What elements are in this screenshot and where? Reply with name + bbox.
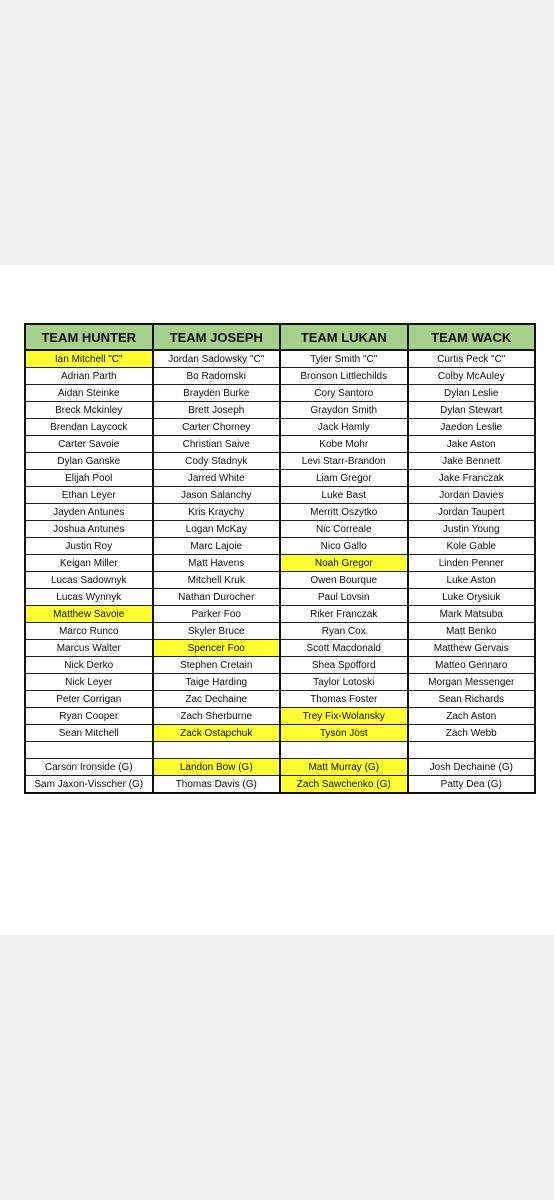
player-cell: Jordan Taupert (408, 504, 536, 521)
player-cell: Matthew Gervais (408, 640, 536, 657)
table-row (25, 538, 535, 555)
player-cell: Kris Kraychy (153, 504, 281, 521)
player-cell: Spencer Foo (153, 640, 281, 657)
player-cell: Marcus Walter (25, 640, 153, 657)
player-cell: Jordan Sadowsky "C" (153, 350, 281, 368)
table-row (25, 504, 535, 521)
player-cell: Luke Aston (408, 572, 536, 589)
empty-cell (25, 742, 153, 759)
player-cell: Cory Santoro (280, 385, 408, 402)
spacer-row (25, 742, 535, 759)
player-cell: Tyson Jost (280, 725, 408, 742)
player-cell: Adrian Parth (25, 368, 153, 385)
player-cell: Jarred White (153, 470, 281, 487)
table-row (25, 674, 535, 691)
player-cell: Breck Mckinley (25, 402, 153, 419)
player-cell: Nic Correale (280, 521, 408, 538)
header-team-lukan: TEAM LUKAN (280, 324, 408, 350)
player-cell: Shea Spofford (280, 657, 408, 674)
player-cell: Nico Gallo (280, 538, 408, 555)
team-roster-table (24, 323, 536, 794)
player-cell: Patty Dea (G) (408, 776, 536, 794)
player-cell: Sean Richards (408, 691, 536, 708)
player-cell: Bronson Littlechilds (280, 368, 408, 385)
player-cell: Owen Bourque (280, 572, 408, 589)
table-row (25, 453, 535, 470)
player-cell: Justin Young (408, 521, 536, 538)
table-row (25, 555, 535, 572)
player-cell: Mitchell Kruk (153, 572, 281, 589)
player-cell: Ethan Leyer (25, 487, 153, 504)
table-row (25, 623, 535, 640)
player-cell: Liam Gregor (280, 470, 408, 487)
player-cell: Mark Matsuba (408, 606, 536, 623)
player-cell: Taige Harding (153, 674, 281, 691)
player-cell: Jake Aston (408, 436, 536, 453)
table-row (25, 606, 535, 623)
player-cell: Jack Hamly (280, 419, 408, 436)
player-cell: Matt Benko (408, 623, 536, 640)
player-cell: Thomas Foster (280, 691, 408, 708)
player-cell: Dylan Stewart (408, 402, 536, 419)
table-row (25, 385, 535, 402)
player-cell: Zach Aston (408, 708, 536, 725)
player-cell: Zach Sawchenko (G) (280, 776, 408, 794)
player-cell: Lucas Wynnyk (25, 589, 153, 606)
table-row (25, 589, 535, 606)
player-cell: Trey Fix-Wolansky (280, 708, 408, 725)
table-row (25, 419, 535, 436)
player-cell: Jaedon Leslie (408, 419, 536, 436)
player-cell: Jayden Antunes (25, 504, 153, 521)
roster-body (25, 350, 535, 793)
player-cell: Zach Sherburne (153, 708, 281, 725)
table-row (25, 402, 535, 419)
player-cell: Sam Jaxon-Visscher (G) (25, 776, 153, 794)
player-cell: Dylan Ganske (25, 453, 153, 470)
player-cell: Luke Bast (280, 487, 408, 504)
player-cell: Landon Bow (G) (153, 759, 281, 776)
table-row (25, 368, 535, 385)
player-cell: Thomas Davis (G) (153, 776, 281, 794)
player-cell: Morgan Messenger (408, 674, 536, 691)
player-cell: Cody Stadnyk (153, 453, 281, 470)
player-cell: Graydon Smith (280, 402, 408, 419)
table-row (25, 350, 535, 368)
player-cell: Luke Orysiuk (408, 589, 536, 606)
table-row (25, 572, 535, 589)
player-cell: Parker Foo (153, 606, 281, 623)
empty-cell (280, 742, 408, 759)
player-cell: Jason Salanchy (153, 487, 281, 504)
player-cell: Jordan Davies (408, 487, 536, 504)
table-row (25, 436, 535, 453)
header-team-joseph: TEAM JOSEPH (153, 324, 281, 350)
player-cell: Brendan Laycock (25, 419, 153, 436)
player-cell: Jake Franczak (408, 470, 536, 487)
player-cell: Dylan Leslie (408, 385, 536, 402)
player-cell: Jake Bennett (408, 453, 536, 470)
player-cell: Zack Ostapchuk (153, 725, 281, 742)
player-cell: Curtis Peck "C" (408, 350, 536, 368)
player-cell: Elijah Pool (25, 470, 153, 487)
header-team-hunter: TEAM HUNTER (25, 324, 153, 350)
player-cell: Nick Leyer (25, 674, 153, 691)
player-cell: Josh Dechaine (G) (408, 759, 536, 776)
player-cell: Ian Mitchell "C" (25, 350, 153, 368)
table-row (25, 708, 535, 725)
player-cell: Noah Gregor (280, 555, 408, 572)
player-cell: Skyler Bruce (153, 623, 281, 640)
player-cell: Carson Ironside (G) (25, 759, 153, 776)
player-cell: Zach Webb (408, 725, 536, 742)
table-row (25, 487, 535, 504)
player-cell: Ryan Cox (280, 623, 408, 640)
player-cell: Linden Penner (408, 555, 536, 572)
player-cell: Zac Dechaine (153, 691, 281, 708)
player-cell: Matt Murray (G) (280, 759, 408, 776)
player-cell: Riker Franczak (280, 606, 408, 623)
player-cell: Scott Macdonald (280, 640, 408, 657)
header-row (25, 324, 535, 350)
player-cell: Christian Saive (153, 436, 281, 453)
header-team-wack: TEAM WACK (408, 324, 536, 350)
player-cell: Logan McKay (153, 521, 281, 538)
player-cell: Paul Lovsin (280, 589, 408, 606)
player-cell: Lucas Sadownyk (25, 572, 153, 589)
player-cell: Justin Roy (25, 538, 153, 555)
player-cell: Carter Chorney (153, 419, 281, 436)
player-cell: Matthew Savoie (25, 606, 153, 623)
empty-cell (408, 742, 536, 759)
player-cell: Brayden Burke (153, 385, 281, 402)
table-row (25, 640, 535, 657)
player-cell: Peter Corrigan (25, 691, 153, 708)
player-cell: Aidan Steinke (25, 385, 153, 402)
player-cell: Stephen Cretain (153, 657, 281, 674)
player-cell: Marc Lajoie (153, 538, 281, 555)
player-cell: Marco Runco (25, 623, 153, 640)
player-cell: Taylor Lotoski (280, 674, 408, 691)
table-row (25, 657, 535, 674)
player-cell: Joshua Antunes (25, 521, 153, 538)
top-gray-band (0, 0, 554, 265)
table-row (25, 521, 535, 538)
bottom-gray-band (0, 935, 554, 1200)
player-cell: Keigan Miller (25, 555, 153, 572)
player-cell: Brett Joseph (153, 402, 281, 419)
table-row (25, 759, 535, 776)
player-cell: Kobe Mohr (280, 436, 408, 453)
player-cell: Kole Gable (408, 538, 536, 555)
player-cell: Nick Derko (25, 657, 153, 674)
player-cell: Carter Savoie (25, 436, 153, 453)
player-cell: Ryan Cooper (25, 708, 153, 725)
table-row (25, 470, 535, 487)
table-row (25, 691, 535, 708)
player-cell: Matt Havens (153, 555, 281, 572)
player-cell: Levi Starr-Brandon (280, 453, 408, 470)
table-row (25, 776, 535, 794)
table-row (25, 725, 535, 742)
player-cell: Tyler Smith "C" (280, 350, 408, 368)
player-cell: Bo Radomski (153, 368, 281, 385)
empty-cell (153, 742, 281, 759)
player-cell: Merritt Oszytko (280, 504, 408, 521)
player-cell: Sean Mitchell (25, 725, 153, 742)
player-cell: Nathan Durocher (153, 589, 281, 606)
player-cell: Matteo Gennaro (408, 657, 536, 674)
player-cell: Colby McAuley (408, 368, 536, 385)
